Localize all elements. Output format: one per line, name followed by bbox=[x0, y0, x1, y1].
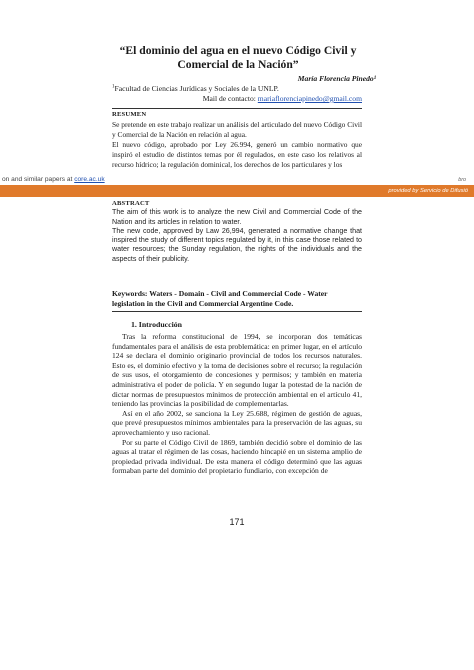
page-number: 171 bbox=[229, 517, 245, 527]
resumen-section bbox=[112, 110, 362, 170]
banner-left-label: on and similar papers at bbox=[2, 176, 75, 183]
author-affiliation bbox=[112, 84, 362, 94]
abstract-paragraph-1: The aim of this work is to analyze the new Civil and Commercial Code of the Nation and its articles in relation to water. bbox=[112, 208, 362, 226]
affiliation-marker: 1 bbox=[112, 84, 115, 90]
bottom-divider bbox=[112, 311, 362, 312]
abstract-section bbox=[112, 199, 362, 264]
resumen-heading: RESUMEN bbox=[112, 111, 147, 118]
paper-title: “El dominio del agua en el nuevo Código Civil y Comercial de la Nación” bbox=[119, 44, 357, 71]
banner-provider-text[interactable]: provided by Servicio de Difusió bbox=[388, 188, 468, 194]
contact-email-link[interactable]: mariaflorenciapinedo@gmail.com bbox=[257, 94, 362, 103]
keywords-line: Keywords: Waters - Domain - Civil and Commercial Code - Water legislation in the Civil and Commercial Argentine Code. bbox=[112, 289, 328, 308]
resumen-paragraph-1: Se pretende en este trabajo realizar un análisis del articulado del nuevo Código Civil y Comercial de la Nación en relación al agua. bbox=[112, 120, 362, 139]
resumen-paragraph-2: El nuevo código, aprobado por Ley 26.994, generó un cambio normativo que inspiró el estudio de distintos temas por él regulados, en este caso los relativos al recurso hídrico; la regulación dominical, los derechos de los particulares y los bbox=[112, 140, 362, 169]
banner-orange-bar bbox=[0, 185, 474, 197]
section-heading-introduccion: 1. Introducción bbox=[131, 320, 182, 329]
body-paragraph-1: Tras la reforma constitucional de 1994, se incorporan dos temáticas fundamentales para el análisis de esta problemática: en primer lugar, en el artículo 124 se declara el dominio originario provincial de todos los recursos naturales. Esto es, el dominio efectivo y la toma de decisiones sobre el recurso; la regulación de sus usos, el otorgamiento de concesiones y permisos; y también en materia administrativa el poder de policía. Y en segundo lugar la potestad de la nación de dictar normas de presupuestos mínimos de protección ambiental en el artículo 41, teniendo las provincias la posibilidad de complementarlas. bbox=[112, 332, 362, 409]
banner-right-text: bro bbox=[458, 177, 466, 183]
abstract-paragraph-2: The new code, approved by Law 26,994, generated a normative change that inspired the study of different topics regulated by it, in this case those related to water resources; the Sunday regulation, the rights of the individuals and the aspects of their publicity. bbox=[112, 226, 362, 263]
abstract-heading: ABSTRACT bbox=[112, 200, 150, 207]
banner-top-strip bbox=[0, 175, 474, 185]
core-banner bbox=[0, 175, 474, 197]
affiliation-text: Facultad de Ciencias Jurídicas y Sociales de la UNLP. bbox=[114, 84, 279, 93]
body-text bbox=[112, 332, 362, 476]
top-divider bbox=[112, 108, 362, 109]
author-name: María Florencia Pinedo¹ bbox=[297, 74, 376, 83]
core-link[interactable]: core.ac.uk bbox=[74, 176, 105, 183]
body-paragraph-2: Así en el año 2002, se sanciona la Ley 25.688, régimen de gestión de aguas, que prevé presupuestos mínimos ambientales para la preservación de las aguas, su aprovechamiento y uso racional. bbox=[112, 408, 362, 437]
banner-left-text bbox=[2, 175, 105, 185]
contact-label: Mail de contacto: bbox=[202, 94, 258, 103]
body-paragraph-3: Por su parte el Código Civil de 1869, también decidió sobre el dominio de las aguas al tratar el régimen de las cosas, haciendo hincapié en un sistema amplio de propiedad privada individual. De esta manera el código determinó que las aguas formaban parte del dominio del propietario fundiario, con excepción de bbox=[112, 437, 362, 476]
contact-line bbox=[112, 94, 362, 104]
